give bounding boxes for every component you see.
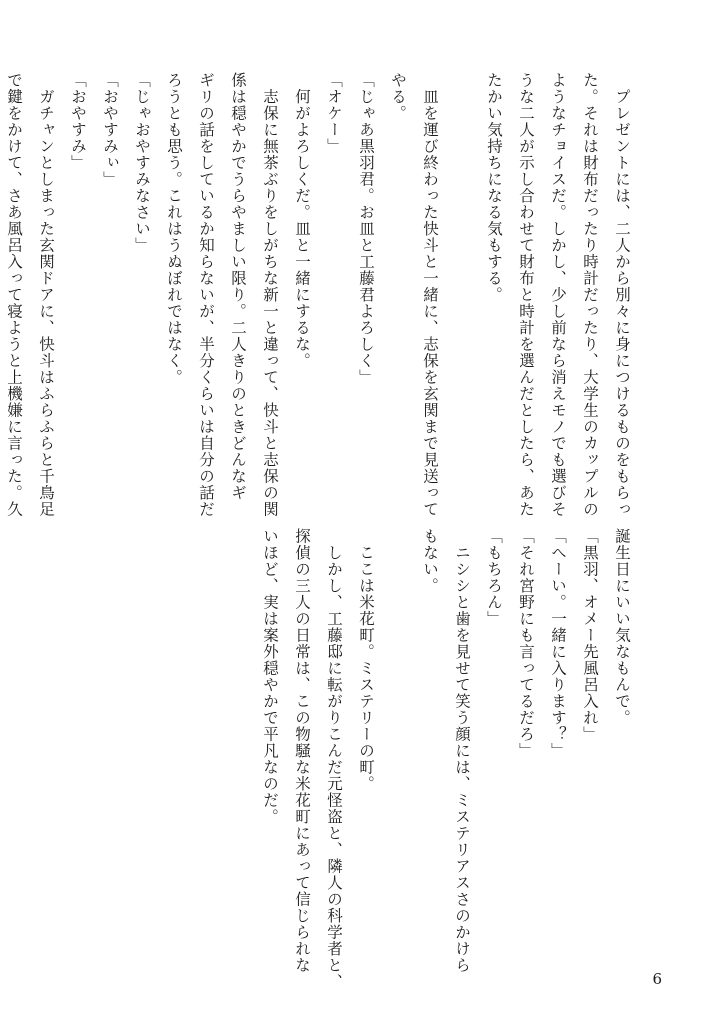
text-line: で鍵をかけて、さあ風呂入って寝ようと上機嫌に言った。久 (5, 72, 23, 518)
text-line: た。それは財布だったり時計だったり、大学生のカップルの (581, 72, 599, 518)
text-line: 探偵の三人の日常は、この物騒な米花町にあって信じられな (293, 528, 311, 974)
text-line: たかい気持ちになる気もする。 (485, 72, 503, 303)
text-line: 誕生日にいい気なもんで。 (613, 528, 631, 726)
text-line: プレゼントには、二人から別々に身につけるものをもらっ (613, 72, 631, 518)
upper-text-block (0, 72, 638, 518)
blank-line (382, 528, 414, 968)
blank-line (446, 72, 478, 502)
dialogue-line: 「それ宮野にも言ってるだろ」 (517, 528, 535, 759)
text-line: ニシシと歯を見せて笑う顔には、ミステリアスさのかけら (453, 528, 471, 974)
text-line: やる。 (389, 72, 407, 122)
page-number: 6 (652, 970, 662, 988)
text-line: 志保に無茶ぶりをしがちな新一と違って、快斗と志保の関 (261, 72, 279, 518)
text-line: もない。 (421, 528, 439, 594)
text-line: 皿を運び終わった快斗と一緒に、志保を玄関まで見送って (421, 72, 439, 518)
dialogue-line: 「じゃおやすみなさい」 (133, 72, 151, 254)
text-line: 係は穏やかでうらやましい限り。二人きりのときどんなギ (229, 72, 247, 501)
text-line: 何がよろしくだ。皿と一緒にするな。 (293, 72, 311, 369)
text-line: ようなチョイスだ。しかし、少し前なら消えモノでも選びそ (549, 72, 567, 518)
dialogue-line: 「おやすみ」 (69, 72, 87, 171)
dialogue-line: 「もちろん」 (485, 528, 503, 627)
text-line: いほど、実は案外穏やかで平凡なのだ。 (261, 528, 279, 825)
dialogue-line: 「へーい。一緒に入ります？」 (549, 528, 567, 759)
text-line: ろうとも思う。これはうぬぼれではなく。 (165, 72, 183, 386)
lower-text-block (254, 528, 638, 990)
text-line: ここは米花町。ミステリーの町。 (357, 528, 375, 792)
dialogue-line: 「じゃあ黒羽君。お皿と工藤君よろしく」 (357, 72, 375, 386)
dialogue-line: 「黒羽、オメー先風呂入れ」 (581, 528, 599, 743)
text-line: うな二人が示し合わせて財布と時計を選んだとしたら、あた (517, 72, 535, 518)
dialogue-line: 「オケー」 (325, 72, 343, 155)
text-line: ギリの話をしているか知らないが、半分くらいは自分の話だ (197, 72, 215, 518)
text-line: しかし、工藤邸に転がりこんだ元怪盗と、隣人の科学者と、 (325, 528, 343, 990)
dialogue-line: 「おやすみぃ」 (101, 72, 119, 188)
text-line: ガチャンとしまった玄関ドアに、快斗はふらふらと千鳥足 (37, 72, 55, 518)
